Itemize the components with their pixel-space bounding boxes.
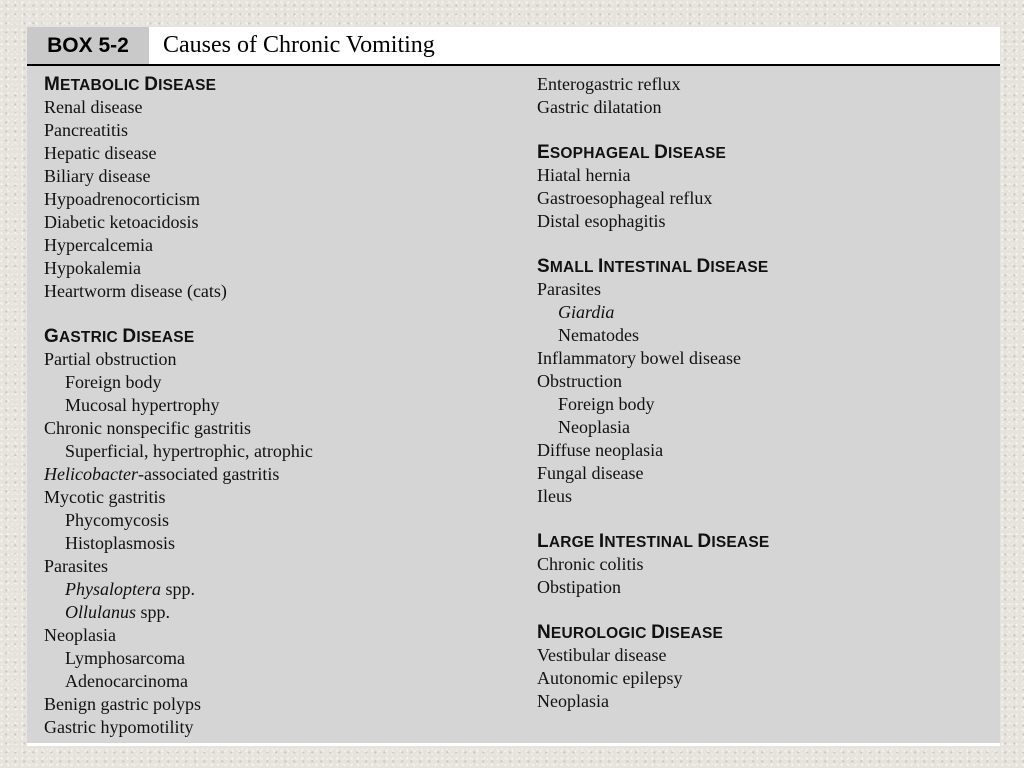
list-item: Hypoadrenocorticism <box>44 189 200 209</box>
list-item: Gastroesophageal reflux <box>537 188 713 208</box>
list-subitem: Foreign body <box>558 394 655 414</box>
list-item: Mycotic gastritis <box>44 487 166 507</box>
list-item: Hypokalemia <box>44 258 141 278</box>
list-item: Chronic nonspecific gastritis <box>44 418 251 438</box>
section-heading: LARGE INTESTINAL DISEASE <box>537 531 770 552</box>
list-item: Gastric dilatation <box>537 97 662 117</box>
list-item: Pancreatitis <box>44 120 128 140</box>
list-item: Partial obstruction <box>44 349 177 369</box>
box-label: BOX 5-2 <box>27 27 149 64</box>
list-item: Neoplasia <box>537 691 609 711</box>
section-heading: ESOPHAGEAL DISEASE <box>537 142 727 163</box>
left-column <box>44 73 313 739</box>
list-item: Renal disease <box>44 97 143 117</box>
list-item: Hepatic disease <box>44 143 157 163</box>
list-item: Vestibular disease <box>537 645 667 665</box>
section-heading: GASTRIC DISEASE <box>44 326 195 347</box>
list-item <box>44 463 313 486</box>
list-subitem: Phycomycosis <box>65 510 170 530</box>
list-subitem: Giardia <box>558 302 615 322</box>
list-subitem: Mucosal hypertrophy <box>65 395 220 415</box>
list-item: Fungal disease <box>537 463 644 483</box>
list-item: Distal esophagitis <box>537 211 666 231</box>
list-item: Heartworm disease (cats) <box>44 281 227 301</box>
section-heading: NEUROLOGIC DISEASE <box>537 622 724 643</box>
list-subitem: Neoplasia <box>558 417 630 437</box>
list-item: Benign gastric polyps <box>44 694 201 714</box>
list-item: Obstruction <box>537 371 622 391</box>
box-body <box>27 66 1000 743</box>
list-item: Hypercalcemia <box>44 235 153 255</box>
list-item: Autonomic epilepsy <box>537 668 683 688</box>
list-item: Hiatal hernia <box>537 165 631 185</box>
list-item: Gastric hypomotility <box>44 717 194 737</box>
list-subitem: Foreign body <box>65 372 162 392</box>
list-item: Diabetic ketoacidosis <box>44 212 199 232</box>
list-item: Parasites <box>537 279 601 299</box>
taxon-name: Helicobacter <box>44 464 138 484</box>
list-item: Parasites <box>44 556 108 576</box>
list-item: Neoplasia <box>44 625 116 645</box>
list-subitem <box>44 578 313 601</box>
list-subitem: Lymphosarcoma <box>65 648 185 668</box>
list-item: Diffuse neoplasia <box>537 440 664 460</box>
list-item: Enterogastric reflux <box>537 74 681 94</box>
list-item: Obstipation <box>537 577 621 597</box>
list-item: Ileus <box>537 486 572 506</box>
right-column <box>537 73 769 713</box>
slide <box>27 27 1000 746</box>
section-heading: SMALL INTESTINAL DISEASE <box>537 256 769 277</box>
item-text: -associated gastritis <box>137 464 280 484</box>
list-item: Chronic colitis <box>537 554 644 574</box>
list-subitem: Adenocarcinoma <box>65 671 188 691</box>
list-subitem: Superficial, hypertrophic, atrophic <box>65 441 313 461</box>
taxon-name: Physaloptera <box>65 579 161 599</box>
list-subitem <box>44 601 313 624</box>
box-title: Causes of Chronic Vomiting <box>163 32 435 58</box>
list-item: Inflammatory bowel disease <box>537 348 741 368</box>
item-text: spp. <box>136 602 171 622</box>
box-header <box>27 27 1000 64</box>
list-subitem: Nematodes <box>558 325 639 345</box>
list-item: Biliary disease <box>44 166 151 186</box>
section-heading: METABOLIC DISEASE <box>44 74 217 95</box>
taxon-name: Ollulanus <box>65 602 137 622</box>
list-subitem: Histoplasmosis <box>65 533 176 553</box>
item-text: spp. <box>161 579 196 599</box>
